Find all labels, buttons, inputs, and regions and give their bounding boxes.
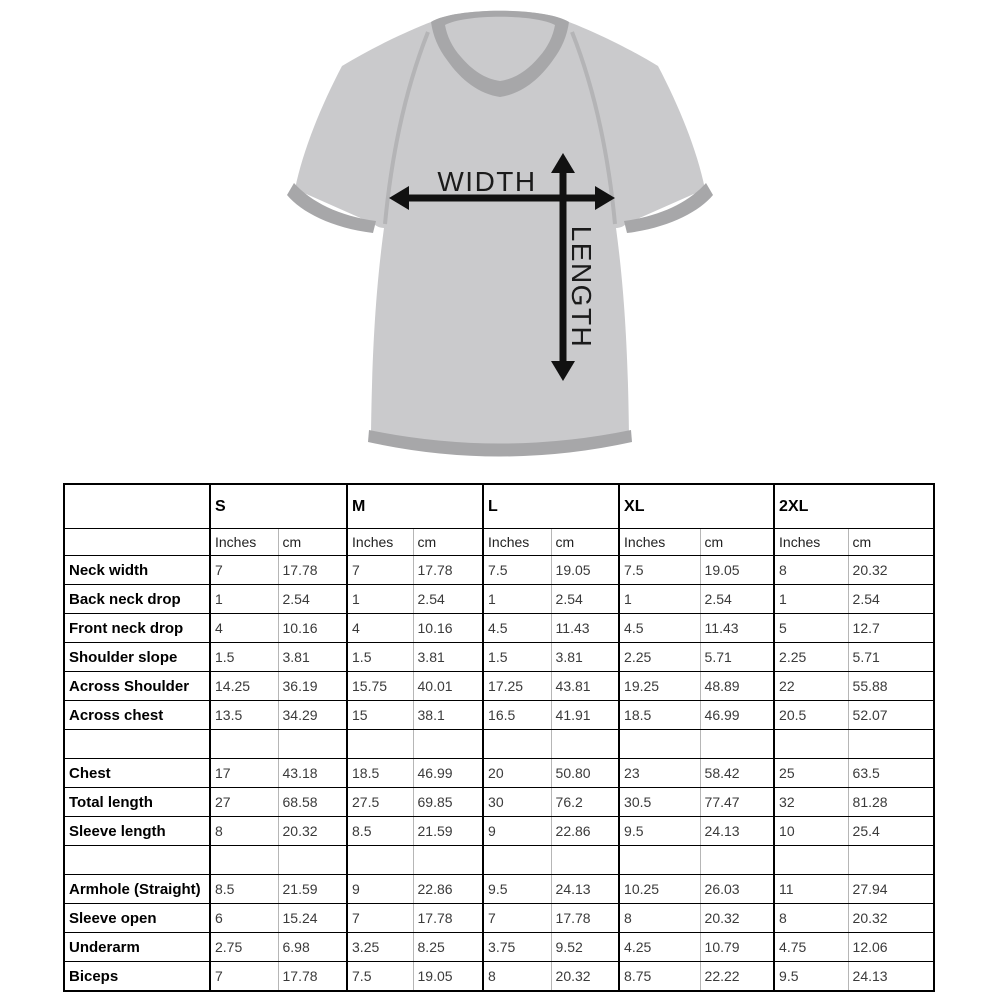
- length-label: LENGTH: [566, 225, 597, 349]
- size-value-cell: [210, 730, 278, 759]
- size-value-cell: 52.07: [848, 701, 934, 730]
- size-value-cell: [848, 730, 934, 759]
- row-label: Back neck drop: [64, 585, 210, 614]
- row-label: Across Shoulder: [64, 672, 210, 701]
- size-value-cell: 77.47: [700, 788, 774, 817]
- size-value-cell: 32: [774, 788, 848, 817]
- size-value-cell: [774, 730, 848, 759]
- size-value-cell: 5: [774, 614, 848, 643]
- size-value-cell: 19.05: [551, 556, 619, 585]
- size-value-cell: 19.05: [700, 556, 774, 585]
- size-value-cell: 4: [347, 614, 413, 643]
- size-value-cell: 36.19: [278, 672, 347, 701]
- size-value-cell: 20: [483, 759, 551, 788]
- size-value-cell: 27.5: [347, 788, 413, 817]
- size-value-cell: 27.94: [848, 875, 934, 904]
- size-value-cell: [619, 846, 700, 875]
- size-value-cell: 24.13: [551, 875, 619, 904]
- size-value-cell: 8: [774, 904, 848, 933]
- row-label: Neck width: [64, 556, 210, 585]
- size-value-cell: 8: [619, 904, 700, 933]
- size-value-cell: 5.71: [700, 643, 774, 672]
- size-value-cell: 3.81: [413, 643, 483, 672]
- size-value-cell: 17.78: [413, 904, 483, 933]
- size-value-cell: 17.78: [278, 962, 347, 992]
- tshirt-diagram: [0, 0, 1000, 483]
- row-label: Sleeve length: [64, 817, 210, 846]
- size-value-cell: 17.78: [413, 556, 483, 585]
- size-value-cell: 55.88: [848, 672, 934, 701]
- size-value-cell: 10: [774, 817, 848, 846]
- width-label: WIDTH: [437, 166, 537, 197]
- size-value-cell: 21.59: [278, 875, 347, 904]
- size-value-cell: 4.75: [774, 933, 848, 962]
- size-value-cell: 22.22: [700, 962, 774, 992]
- size-value-cell: 20.5: [774, 701, 848, 730]
- size-value-cell: [210, 846, 278, 875]
- size-value-cell: 1.5: [210, 643, 278, 672]
- measurement-row: [64, 933, 934, 962]
- size-value-cell: 14.25: [210, 672, 278, 701]
- size-value-cell: [278, 846, 347, 875]
- size-value-cell: 7.5: [619, 556, 700, 585]
- size-value-cell: 4.25: [619, 933, 700, 962]
- size-value-cell: 7.5: [483, 556, 551, 585]
- size-value-cell: 17.25: [483, 672, 551, 701]
- size-value-cell: 9: [483, 817, 551, 846]
- size-value-cell: 1.5: [347, 643, 413, 672]
- size-value-cell: 46.99: [413, 759, 483, 788]
- size-value-cell: 7: [210, 962, 278, 992]
- size-value-cell: [551, 730, 619, 759]
- size-value-cell: 1: [210, 585, 278, 614]
- measurement-row: [64, 904, 934, 933]
- size-value-cell: 4.5: [483, 614, 551, 643]
- unit-header-row: [64, 529, 934, 556]
- size-table-body: [64, 556, 934, 992]
- size-value-cell: 12.06: [848, 933, 934, 962]
- unit-header-cm: cm: [551, 529, 619, 556]
- size-value-cell: 25.4: [848, 817, 934, 846]
- size-value-cell: [278, 730, 347, 759]
- size-value-cell: 8.5: [210, 875, 278, 904]
- size-value-cell: 27: [210, 788, 278, 817]
- size-value-cell: 22.86: [413, 875, 483, 904]
- size-value-cell: 8: [774, 556, 848, 585]
- size-value-cell: 15.24: [278, 904, 347, 933]
- size-value-cell: 69.85: [413, 788, 483, 817]
- spacer-row: [64, 846, 934, 875]
- size-value-cell: 46.99: [700, 701, 774, 730]
- size-value-cell: 43.81: [551, 672, 619, 701]
- size-value-cell: 12.7: [848, 614, 934, 643]
- size-header-s: S: [210, 484, 347, 529]
- spacer-row: [64, 730, 934, 759]
- size-value-cell: 7: [347, 556, 413, 585]
- row-label: Biceps: [64, 962, 210, 992]
- size-value-cell: 63.5: [848, 759, 934, 788]
- size-value-cell: [413, 846, 483, 875]
- unit-header-inches: Inches: [347, 529, 413, 556]
- size-value-cell: 1: [774, 585, 848, 614]
- size-value-cell: [700, 846, 774, 875]
- size-value-cell: 2.54: [848, 585, 934, 614]
- measurement-row: [64, 788, 934, 817]
- size-value-cell: 17.78: [551, 904, 619, 933]
- size-value-cell: [347, 730, 413, 759]
- row-label: Across chest: [64, 701, 210, 730]
- size-value-cell: 7: [347, 904, 413, 933]
- unit-header-inches: Inches: [483, 529, 551, 556]
- size-table-head: [64, 484, 934, 556]
- size-header-2xl: 2XL: [774, 484, 934, 529]
- size-value-cell: 20.32: [848, 904, 934, 933]
- size-value-cell: 10.16: [278, 614, 347, 643]
- size-value-cell: 2.54: [413, 585, 483, 614]
- measurement-row: [64, 759, 934, 788]
- size-value-cell: 48.89: [700, 672, 774, 701]
- size-value-cell: 20.32: [848, 556, 934, 585]
- size-value-cell: 9.52: [551, 933, 619, 962]
- size-header-xl: XL: [619, 484, 774, 529]
- row-label: Underarm: [64, 933, 210, 962]
- measurement-row: [64, 962, 934, 992]
- size-value-cell: 68.58: [278, 788, 347, 817]
- size-value-cell: 2.54: [700, 585, 774, 614]
- unit-header-cm: cm: [413, 529, 483, 556]
- size-value-cell: [483, 846, 551, 875]
- size-value-cell: 41.91: [551, 701, 619, 730]
- size-value-cell: 6.98: [278, 933, 347, 962]
- row-label: Front neck drop: [64, 614, 210, 643]
- row-label: [64, 730, 210, 759]
- size-value-cell: 5.71: [848, 643, 934, 672]
- size-value-cell: 4.5: [619, 614, 700, 643]
- row-label: Armhole (Straight): [64, 875, 210, 904]
- size-value-cell: 3.75: [483, 933, 551, 962]
- size-value-cell: 13.5: [210, 701, 278, 730]
- size-value-cell: 9.5: [774, 962, 848, 992]
- tshirt-illustration: [0, 0, 1000, 483]
- size-value-cell: 26.03: [700, 875, 774, 904]
- size-value-cell: 30.5: [619, 788, 700, 817]
- size-value-cell: 3.25: [347, 933, 413, 962]
- size-value-cell: 3.81: [278, 643, 347, 672]
- size-value-cell: 10.16: [413, 614, 483, 643]
- size-value-cell: 8.75: [619, 962, 700, 992]
- size-value-cell: 1: [619, 585, 700, 614]
- size-value-cell: 18.5: [347, 759, 413, 788]
- measurement-row: [64, 556, 934, 585]
- size-table: [63, 483, 935, 992]
- size-value-cell: 3.81: [551, 643, 619, 672]
- size-value-cell: 16.5: [483, 701, 551, 730]
- size-value-cell: 10.79: [700, 933, 774, 962]
- size-header-m: M: [347, 484, 483, 529]
- unit-header-inches: Inches: [774, 529, 848, 556]
- unit-corner-cell: [64, 529, 210, 556]
- unit-header-inches: Inches: [210, 529, 278, 556]
- size-value-cell: 19.25: [619, 672, 700, 701]
- size-value-cell: 38.1: [413, 701, 483, 730]
- measurement-row: [64, 643, 934, 672]
- size-value-cell: 9: [347, 875, 413, 904]
- measurement-row: [64, 875, 934, 904]
- size-value-cell: 20.32: [551, 962, 619, 992]
- size-value-cell: 4: [210, 614, 278, 643]
- size-value-cell: 24.13: [700, 817, 774, 846]
- size-header-row: [64, 484, 934, 529]
- size-value-cell: 11: [774, 875, 848, 904]
- size-value-cell: 2.25: [619, 643, 700, 672]
- unit-header-cm: cm: [278, 529, 347, 556]
- size-value-cell: [413, 730, 483, 759]
- size-value-cell: 20.32: [700, 904, 774, 933]
- size-value-cell: 19.05: [413, 962, 483, 992]
- size-value-cell: 6: [210, 904, 278, 933]
- unit-header-inches: Inches: [619, 529, 700, 556]
- size-value-cell: [551, 846, 619, 875]
- size-value-cell: 18.5: [619, 701, 700, 730]
- size-value-cell: 10.25: [619, 875, 700, 904]
- size-value-cell: 2.25: [774, 643, 848, 672]
- size-value-cell: 9.5: [619, 817, 700, 846]
- size-value-cell: 24.13: [848, 962, 934, 992]
- size-value-cell: 9.5: [483, 875, 551, 904]
- unit-header-cm: cm: [848, 529, 934, 556]
- size-value-cell: 7.5: [347, 962, 413, 992]
- row-label: Total length: [64, 788, 210, 817]
- size-value-cell: 2.75: [210, 933, 278, 962]
- measurement-row: [64, 672, 934, 701]
- size-value-cell: 8.25: [413, 933, 483, 962]
- size-header-l: L: [483, 484, 619, 529]
- measurement-row: [64, 817, 934, 846]
- size-value-cell: 15.75: [347, 672, 413, 701]
- size-value-cell: 30: [483, 788, 551, 817]
- size-value-cell: 25: [774, 759, 848, 788]
- row-label: Shoulder slope: [64, 643, 210, 672]
- size-value-cell: 7: [483, 904, 551, 933]
- size-value-cell: 11.43: [700, 614, 774, 643]
- size-value-cell: 40.01: [413, 672, 483, 701]
- size-value-cell: 58.42: [700, 759, 774, 788]
- size-value-cell: 23: [619, 759, 700, 788]
- size-value-cell: 15: [347, 701, 413, 730]
- size-value-cell: [700, 730, 774, 759]
- size-value-cell: [619, 730, 700, 759]
- size-value-cell: 22.86: [551, 817, 619, 846]
- size-value-cell: 8.5: [347, 817, 413, 846]
- size-value-cell: 43.18: [278, 759, 347, 788]
- size-value-cell: [483, 730, 551, 759]
- measurement-row: [64, 614, 934, 643]
- size-value-cell: 76.2: [551, 788, 619, 817]
- measurement-row: [64, 701, 934, 730]
- size-value-cell: 20.32: [278, 817, 347, 846]
- size-value-cell: 8: [483, 962, 551, 992]
- size-value-cell: 50.80: [551, 759, 619, 788]
- size-value-cell: 21.59: [413, 817, 483, 846]
- size-value-cell: 1: [347, 585, 413, 614]
- row-label: Chest: [64, 759, 210, 788]
- size-value-cell: 2.54: [551, 585, 619, 614]
- size-value-cell: 11.43: [551, 614, 619, 643]
- corner-cell: [64, 484, 210, 529]
- size-value-cell: 1: [483, 585, 551, 614]
- row-label: Sleeve open: [64, 904, 210, 933]
- size-value-cell: 81.28: [848, 788, 934, 817]
- size-value-cell: 22: [774, 672, 848, 701]
- size-value-cell: [774, 846, 848, 875]
- size-value-cell: [347, 846, 413, 875]
- unit-header-cm: cm: [700, 529, 774, 556]
- size-value-cell: 8: [210, 817, 278, 846]
- measurement-row: [64, 585, 934, 614]
- size-value-cell: 17.78: [278, 556, 347, 585]
- size-value-cell: 17: [210, 759, 278, 788]
- size-value-cell: 7: [210, 556, 278, 585]
- size-value-cell: 2.54: [278, 585, 347, 614]
- row-label: [64, 846, 210, 875]
- size-value-cell: 1.5: [483, 643, 551, 672]
- size-value-cell: 34.29: [278, 701, 347, 730]
- size-value-cell: [848, 846, 934, 875]
